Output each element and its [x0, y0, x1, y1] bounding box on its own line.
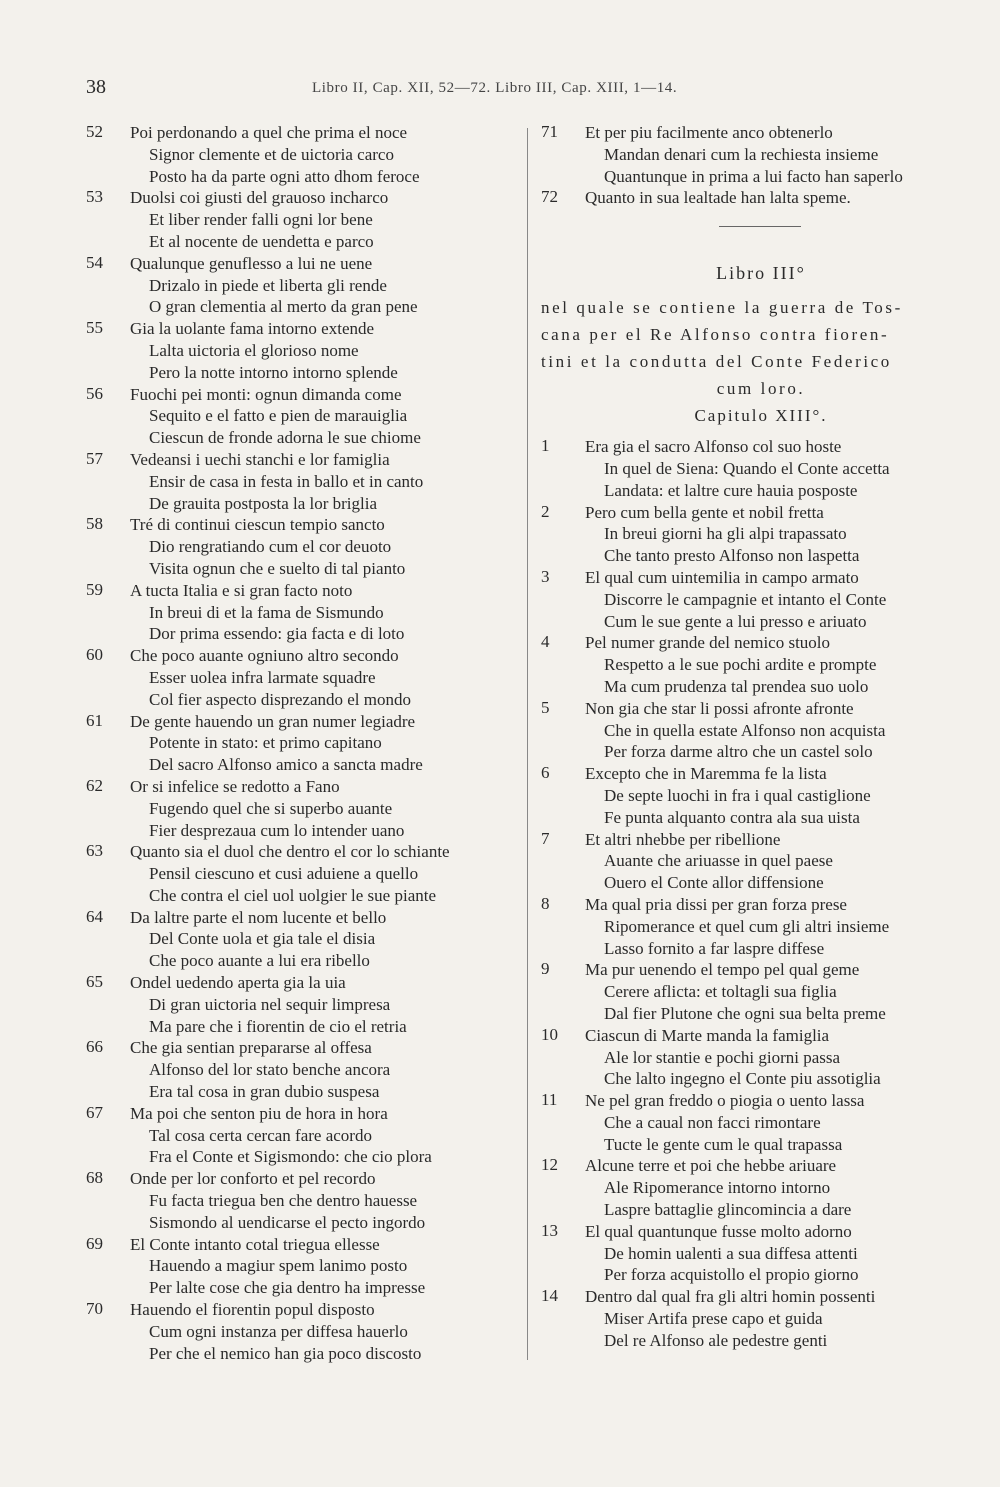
- verse-line: De gente hauendo un gran numer legiadre: [130, 711, 416, 731]
- verse-line: Ma pur uenendo el tempo pel qual geme: [585, 960, 860, 980]
- stanza-number: 67: [86, 1102, 103, 1122]
- verse-line: Pel numer grande del nemico stuolo: [585, 633, 831, 653]
- verse-line: Mandan denari cum la rechiesta insieme: [604, 144, 879, 164]
- stanza-number: 11: [541, 1090, 558, 1110]
- stanza-number: 71: [541, 122, 558, 141]
- stanza: [541, 502, 981, 567]
- verse-line: Drizalo in piede et liberta gli rende: [149, 275, 387, 295]
- stanza: [86, 253, 518, 318]
- stanza-number: 6: [541, 763, 550, 783]
- verse-line: De homin ualenti a sua diffesa attenti: [604, 1243, 858, 1263]
- verse-line: Lalta uictoria el glorioso nome: [149, 340, 359, 360]
- right-column: [541, 122, 981, 1352]
- verse-line: Ripomerance et quel cum gli altri insieme: [604, 916, 890, 936]
- verse-line: Quantunque in prima a lui facto han saperlo: [604, 166, 903, 186]
- verse-line: Respetto a le sue pochi ardite e prompte: [604, 655, 877, 675]
- verse-line: Potente in stato: et primo capitano: [149, 733, 382, 753]
- stanza: [86, 711, 518, 776]
- verse-line: El Conte intanto cotal triegua ellesse: [130, 1234, 380, 1254]
- stanza: [86, 449, 518, 514]
- verse-line: Lasso fornito a far laspre diffese: [604, 938, 825, 958]
- verse-line: Ma qual pria dissi per gran forza prese: [585, 894, 847, 914]
- verse-line: A tucta Italia e si gran facto noto: [130, 580, 353, 600]
- verse-line: Alcune terre et poi che hebbe ariuare: [585, 1156, 837, 1176]
- stanza: [541, 122, 981, 187]
- verse-line: Ma poi che senton piu de hora in hora: [130, 1103, 388, 1123]
- verse-line: Fra el Conte et Sigismondo: che cio plora: [149, 1147, 432, 1167]
- verse-line: Dio rengratiando cum el cor deuoto: [149, 537, 392, 557]
- verse-line: Col fier aspecto disprezando el mondo: [149, 689, 412, 709]
- verse-line: Et liber render falli ogni lor bene: [149, 210, 373, 230]
- stanza-number: 61: [86, 710, 103, 730]
- stanza: [86, 514, 518, 579]
- verse-line: Fu facta triegua ben che dentro hauesse: [149, 1191, 418, 1211]
- verse-line: Che gia sentian prepararse al offesa: [130, 1038, 372, 1058]
- verse-line: Alfonso del lor stato benche ancora: [149, 1060, 391, 1080]
- verse-line: El qual cum uintemilia in campo armato: [585, 567, 859, 587]
- verse-line: Quanto in sua lealtade han lalta speme.: [585, 188, 851, 208]
- stanza-number: 9: [541, 959, 550, 979]
- running-head: Libro II, Cap. XII, 52—72. Libro III, Cap. XIII, 1—14.: [312, 80, 678, 96]
- verse-line: Fugendo quel che si superbo auante: [149, 798, 393, 818]
- stanza-number: 62: [86, 775, 103, 795]
- verse-line: Che contra el ciel uol uolgier le sue piante: [149, 885, 437, 905]
- verse-line: Et al nocente de uendetta e parco: [149, 231, 374, 251]
- verse-line: Et altri nhebbe per ribellione: [585, 829, 781, 849]
- stanza-number: 2: [541, 501, 550, 521]
- verse-line: El qual quantunque fusse molto adorno: [585, 1221, 852, 1241]
- verse-line: In quel de Siena: Quando el Conte accetta: [604, 458, 890, 478]
- verse-line: Che a caual non facci rimontare: [604, 1112, 821, 1132]
- stanza: [86, 1103, 518, 1168]
- stanza: [86, 1299, 518, 1364]
- stanza-number: 65: [86, 972, 103, 992]
- verse-line: Hauendo el fiorentin popul disposto: [130, 1300, 375, 1320]
- stanza-number: 63: [86, 841, 103, 861]
- section-rule: [719, 226, 801, 227]
- verse-line: Del sacro Alfonso amico a sancta madre: [149, 755, 423, 775]
- chapter-title: Capitulo XIII°.: [694, 406, 828, 426]
- stanza-number: 64: [86, 906, 103, 926]
- verse-line: Del re Alfonso ale pedestre genti: [604, 1330, 828, 1350]
- stanza-number: 8: [541, 893, 550, 913]
- verse-line: O gran clementia al merto da gran pene: [149, 297, 418, 317]
- stanza: [86, 1037, 518, 1102]
- verse-line: Fuochi pei monti: ognun dimanda come: [130, 384, 402, 404]
- verse-line: Posto ha da parte ogni atto dhom feroce: [149, 166, 420, 186]
- stanza: [86, 841, 518, 906]
- book-desc-line: cum loro.: [716, 379, 806, 399]
- verse-line: Or si infelice se redotto a Fano: [130, 776, 340, 796]
- verse-line: Cum ogni instanza per diffesa hauerlo: [149, 1321, 408, 1341]
- verse-line: Che poco auante ogniuno altro secondo: [130, 646, 399, 666]
- verse-line: Del Conte uola et gia tale el disia: [149, 929, 376, 949]
- stanza: [541, 567, 981, 632]
- stanza: [86, 580, 518, 645]
- stanza: [541, 1155, 981, 1220]
- stanza-number: 68: [86, 1168, 103, 1188]
- verse-line: Ondel uedendo aperta gia la uia: [130, 973, 346, 993]
- stanza-number: 60: [86, 645, 103, 665]
- stanza: [541, 1286, 981, 1351]
- stanza-number: 3: [541, 566, 550, 586]
- verse-line: De grauita postposta la lor briglia: [149, 493, 378, 513]
- stanza-number: 7: [541, 828, 550, 848]
- verse-line: Sismondo al uendicarse el pecto ingordo: [149, 1212, 426, 1232]
- verse-line: Per che el nemico han gia poco discosto: [149, 1343, 422, 1363]
- verse-line: Landata: et laltre cure hauia posposte: [604, 480, 858, 500]
- verse-line: Vedeansi i uechi stanchi e lor famiglia: [130, 449, 390, 469]
- stanza-number: 13: [541, 1220, 558, 1240]
- verse-line: Era tal cosa in gran dubio suspesa: [149, 1082, 380, 1102]
- stanza: [541, 1090, 981, 1155]
- verse-line: Ouero el Conte allor diffensione: [604, 873, 824, 893]
- verse-line: Ciascun di Marte manda la famiglia: [585, 1025, 830, 1045]
- book-description: [541, 294, 981, 402]
- verse-line: Ma cum prudenza tal prendea suo uolo: [604, 676, 869, 696]
- verse-line: Ale lor stantie e pochi giorni passa: [604, 1047, 841, 1067]
- verse-line: Tal cosa certa cercan fare acordo: [149, 1125, 372, 1145]
- verse-line: Hauendo a magiur spem lanimo posto: [149, 1256, 408, 1276]
- verse-line: Dor prima essendo: gia facta e di loto: [149, 624, 405, 644]
- verse-line: Pero cum bella gente et nobil fretta: [585, 502, 824, 522]
- verse-line: Laspre battaglie glincomincia a dare: [604, 1200, 852, 1220]
- verse-line: Ne pel gran freddo o piogia o uento lassa: [585, 1091, 865, 1111]
- verse-line: Per forza acquistollo el propio giorno: [604, 1265, 859, 1285]
- verse-line: Che tanto presto Alfonso non laspetta: [604, 546, 860, 566]
- verse-line: Onde per lor conforto et pel recordo: [130, 1169, 376, 1189]
- verse-line: Che in quella estate Alfonso non acquista: [604, 720, 886, 740]
- verse-line: Da laltre parte el nom lucente et bello: [130, 907, 387, 927]
- verse-line: Qualunque genuflesso a lui ne uene: [130, 253, 373, 273]
- stanza: [86, 645, 518, 710]
- verse-line: Discorre le campagnie et intanto el Conte: [604, 589, 887, 609]
- stanza: [541, 894, 981, 959]
- verse-line: Duolsi coi giusti del grauoso incharco: [130, 188, 389, 208]
- verse-line: In breui di et la fama de Sismundo: [149, 602, 384, 622]
- stanza: [86, 1168, 518, 1233]
- stanza-number: 53: [86, 187, 103, 207]
- stanza: [541, 1025, 981, 1090]
- verse-line: Dal fier Plutone che ogni sua belta preme: [604, 1003, 886, 1023]
- verse-line: Per forza darme altro che un castel solo: [604, 742, 873, 762]
- verse-line: Sequito e el fatto e pien de marauiglia: [149, 406, 408, 426]
- column-divider: [527, 128, 528, 1360]
- stanza: [541, 436, 981, 501]
- stanza-number: 1: [541, 436, 550, 456]
- stanza: [541, 763, 981, 828]
- verse-line: Di gran uictoria nel sequir limpresa: [149, 994, 391, 1014]
- verse-line: Et per piu facilmente anco obtenerlo: [585, 123, 833, 142]
- stanza-number: 52: [86, 122, 103, 141]
- page-number: 38: [86, 76, 106, 98]
- stanza: [541, 187, 981, 209]
- verse-line: Esser uolea infra larmate squadre: [149, 667, 376, 687]
- verse-line: Signor clemente et de uictoria carco: [149, 144, 394, 164]
- stanza-number: 58: [86, 514, 103, 534]
- verse-line: Poi perdonando a quel che prima el noce: [130, 123, 408, 142]
- stanza: [86, 1234, 518, 1299]
- verse-line: Tucte le gente cum le qual trapassa: [604, 1134, 843, 1154]
- verse-line: In breui giorni ha gli alpi trapassato: [604, 524, 847, 544]
- verse-line: Cerere aflicta: et toltagli sua figlia: [604, 982, 837, 1002]
- stanza: [86, 907, 518, 972]
- stanza-number: 14: [541, 1286, 558, 1306]
- verse-line: Era gia el sacro Alfonso col suo hoste: [585, 437, 842, 457]
- verse-line: Cum le sue gente a lui presso e ariuato: [604, 611, 867, 631]
- stanza-number: 4: [541, 632, 550, 652]
- verse-line: Visita ognun che e suelto di tal pianto: [149, 558, 406, 578]
- book-desc-line: nel quale se contiene la guerra de Tos-: [541, 298, 903, 318]
- book-title: Libro III°: [716, 263, 806, 284]
- left-column: [86, 122, 518, 1364]
- verse-line: Che poco auante a lui era ribello: [149, 951, 370, 971]
- stanza-number: 69: [86, 1233, 103, 1253]
- verse-line: Fe punta alquanto contra ala sua uista: [604, 807, 860, 827]
- stanza-number: 57: [86, 448, 103, 468]
- book-desc-line: tini et la condutta del Conte Federico: [541, 352, 892, 372]
- verse-line: Che lalto ingegno el Conte piu assotiglia: [604, 1069, 881, 1089]
- verse-line: Ciescun de fronde adorna le sue chiome: [149, 428, 421, 448]
- stanza-number: 54: [86, 252, 103, 272]
- stanza: [541, 1221, 981, 1286]
- stanza: [86, 972, 518, 1037]
- stanza: [86, 122, 518, 187]
- stanza: [86, 776, 518, 841]
- verse-line: Tré di continui ciescun tempio sancto: [130, 515, 385, 535]
- stanza-number: 70: [86, 1299, 103, 1319]
- stanza: [541, 632, 981, 697]
- stanza-number: 56: [86, 383, 103, 403]
- stanza: [541, 698, 981, 763]
- verse-line: Quanto sia el duol che dentro el cor lo schiante: [130, 842, 450, 862]
- book-desc-line: cana per el Re Alfonso contra fioren-: [541, 325, 890, 345]
- stanza-number: 10: [541, 1024, 558, 1044]
- verse-line: Per lalte cose che gia dentro ha impresse: [149, 1278, 426, 1298]
- stanza: [86, 187, 518, 252]
- verse-line: Dentro dal qual fra gli altri homin possenti: [585, 1287, 876, 1307]
- stanza: [86, 384, 518, 449]
- verse-line: Gia la uolante fama intorno extende: [130, 319, 375, 339]
- verse-line: De septe luochi in fra i qual castiglione: [604, 785, 871, 805]
- verse-line: Pensil ciescuno et cusi aduiene a quello: [149, 864, 419, 884]
- verse-line: Excepto che in Maremma fe la lista: [585, 764, 827, 784]
- verse-line: Ale Ripomerance intorno intorno: [604, 1178, 831, 1198]
- verse-line: Non gia che star li possi afronte afronte: [585, 698, 854, 718]
- stanza: [541, 829, 981, 894]
- stanza: [86, 318, 518, 383]
- stanza-number: 55: [86, 318, 103, 338]
- verse-line: Miser Artifa prese capo et guida: [604, 1309, 823, 1329]
- verse-line: Ma pare che i fiorentin de cio el retria: [149, 1016, 407, 1036]
- stanza-number: 72: [541, 187, 558, 207]
- verse-line: Ensir de casa in festa in ballo et in canto: [149, 471, 424, 491]
- verse-line: Pero la notte intorno intorno splende: [149, 362, 398, 382]
- stanza-number: 12: [541, 1155, 558, 1175]
- stanza-number: 5: [541, 697, 550, 717]
- stanza-number: 66: [86, 1037, 103, 1057]
- verse-line: Auante che ariuasse in quel paese: [604, 851, 833, 871]
- stanza-number: 59: [86, 579, 103, 599]
- stanza: [541, 959, 981, 1024]
- verse-line: Fier desprezaua cum lo intender uano: [149, 820, 405, 840]
